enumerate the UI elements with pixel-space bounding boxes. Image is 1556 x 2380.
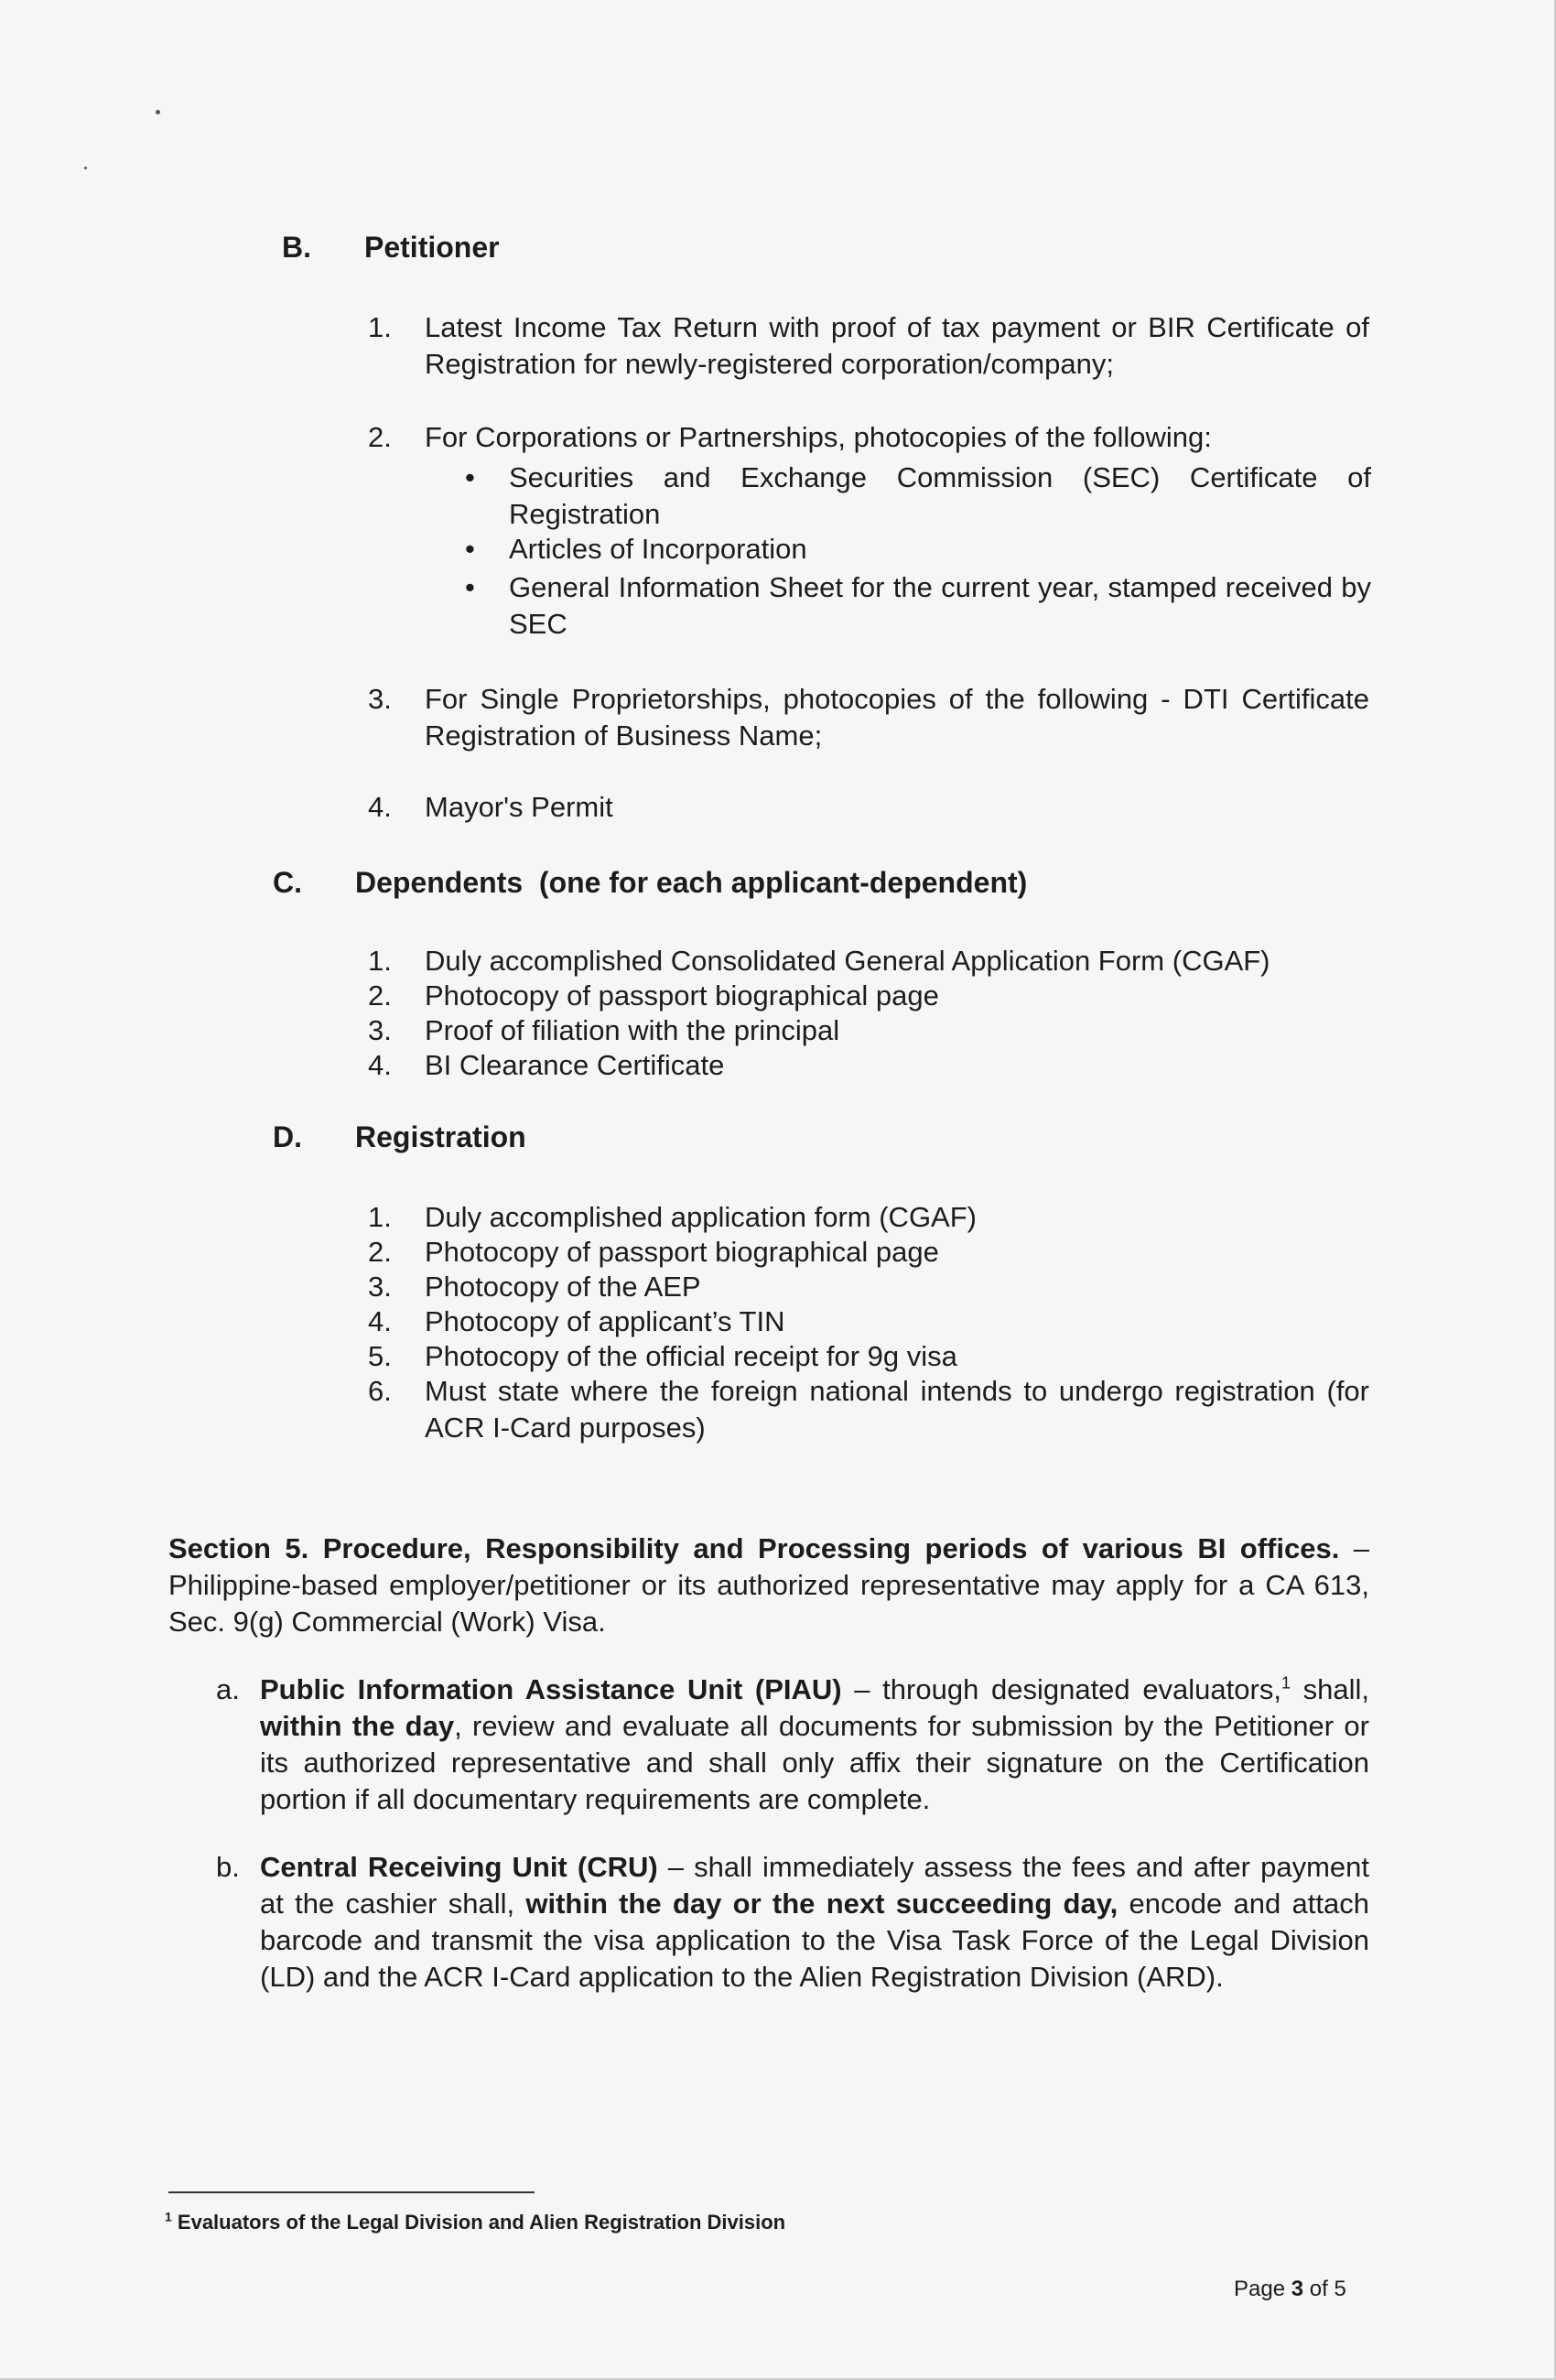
item-number: 2. (368, 1236, 392, 1268)
sub-item-label: a. (216, 1673, 240, 1705)
section-5-heading: Section 5. Procedure, Responsibility and Processing periods of various BI offices. (168, 1532, 1340, 1564)
sub-item-text (260, 1671, 1369, 1818)
item-number: 2. (368, 421, 392, 453)
sub-item-text (260, 1849, 1369, 1996)
text-run: encode and attach barcode and transmit the visa application to the Visa Task Force of the Legal Division (LD) and the ACR I-Card application to the Alien Registration Division (ARD). (260, 1888, 1369, 1993)
text-run: shall, (1290, 1673, 1370, 1705)
unit-name: Central Receiving Unit (CRU) (260, 1851, 658, 1883)
item-text: BI Clearance Certificate (425, 1049, 725, 1081)
item-text: Photocopy of the AEP (425, 1271, 701, 1303)
section-title: Registration (355, 1120, 526, 1153)
section-letter: B. (282, 231, 311, 264)
section-title: Petitioner (364, 231, 500, 264)
scan-speck (156, 110, 160, 114)
item-number: 6. (368, 1375, 392, 1407)
item-number: 1. (368, 311, 392, 343)
item-text: For Single Proprietorships, photocopies of the following - DTI Certificate Registration of Business Name; (425, 683, 1369, 752)
footnote-ref[interactable]: 1 (1280, 1673, 1291, 1693)
item-number: 1. (368, 1201, 392, 1233)
item-number: 1. (368, 945, 392, 977)
section-b-heading (282, 229, 1106, 267)
bullet-icon: • (465, 461, 475, 493)
bullet-icon: • (465, 571, 475, 603)
item-text: Photocopy of passport biographical page (425, 1236, 939, 1268)
footnote-text: Evaluators of the Legal Division and Alien Registration Division (171, 2211, 786, 2234)
text-run: – shall immediately assess the fees and after payment at the cashier shall, (260, 1851, 1369, 1920)
item-text: For Corporations or Partnerships, photocopies of the following: (425, 421, 1212, 453)
item-text: Proof of filiation with the principal (425, 1014, 840, 1046)
deadline-text: within the day or the next succeeding day, (525, 1888, 1118, 1920)
item-text: Photocopy of the official receipt for 9g visa (425, 1340, 957, 1372)
bullet-text: General Information Sheet for the current year, stamped received by SEC (509, 571, 1371, 640)
bullet-icon: • (465, 533, 475, 565)
section-d-heading (273, 1119, 1097, 1157)
item-number: 2. (368, 979, 392, 1012)
page-number (1234, 2276, 1380, 2303)
item-text: Duly accomplished application form (CGAF) (425, 1201, 977, 1233)
total-pages: 5 (1334, 2277, 1346, 2301)
item-number: 3. (368, 1271, 392, 1303)
item-text: Photocopy of applicant’s TIN (425, 1305, 785, 1337)
page-of: of (1303, 2277, 1334, 2301)
section-c-heading (273, 864, 1188, 903)
item-text: Mayor's Permit (425, 791, 613, 823)
section-5-paragraph (168, 1531, 1369, 1640)
section-5-intro: – Philippine-based employer/petitioner or its authorized representative may apply for a CA 613, Sec. 9(g) Commercial (Work) Visa. (168, 1532, 1369, 1638)
item-text: Must state where the foreign national intends to undergo registration (for ACR I-Card purposes) (425, 1375, 1369, 1444)
item-number: 4. (368, 1049, 392, 1081)
sub-item-label: b. (216, 1851, 240, 1883)
page-prefix: Page (1234, 2277, 1291, 2301)
footnote-divider (168, 2191, 535, 2193)
footnote-mark: 1 (165, 2209, 172, 2224)
bullet-text: Articles of Incorporation (509, 533, 807, 565)
item-text: Photocopy of passport biographical page (425, 979, 939, 1012)
unit-name: Public Information Assistance Unit (PIAU) (260, 1673, 842, 1705)
text-run: – through designated evaluators, (841, 1673, 1281, 1705)
item-number: 5. (368, 1340, 392, 1372)
section-letter: C. (273, 866, 302, 899)
deadline-text: within the day (260, 1710, 455, 1742)
section-title: Dependents (one for each applicant-dependent) (355, 866, 1028, 899)
item-number: 4. (368, 1305, 392, 1337)
item-number: 3. (368, 683, 392, 715)
footnote (165, 2210, 1172, 2235)
item-text: Duly accomplished Consolidated General Application Form (CGAF) (425, 945, 1270, 977)
current-page: 3 (1291, 2277, 1304, 2301)
section-letter: D. (273, 1120, 302, 1153)
bullet-text: Securities and Exchange Commission (SEC) Certificate of Registration (509, 461, 1371, 530)
item-number: 4. (368, 791, 392, 823)
scan-speck (84, 167, 87, 169)
text-run: , review and evaluate all documents for submission by the Petitioner or its authorized representative and shall only affix their signature on the Certification portion if all documentary requirements are complete. (260, 1710, 1369, 1815)
item-number: 3. (368, 1014, 392, 1046)
item-text: Latest Income Tax Return with proof of tax payment or BIR Certificate of Registration for newly-registered corporation/company; (425, 311, 1369, 380)
